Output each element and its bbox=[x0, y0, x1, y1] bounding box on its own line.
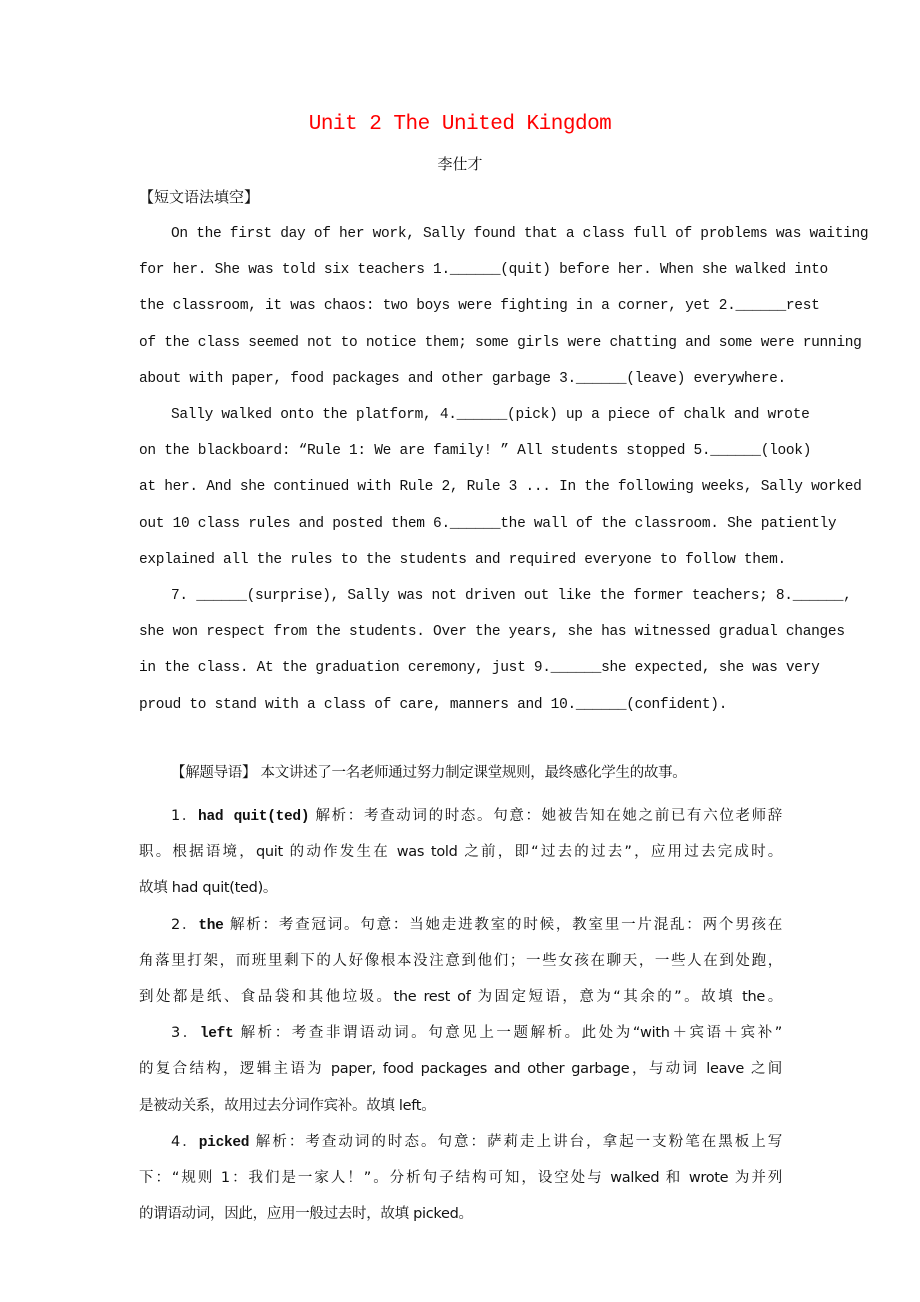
document-title: Unit 2 The United Kingdom bbox=[308, 113, 612, 136]
answer-number: 4． bbox=[171, 1133, 199, 1150]
passage-line: proud to stand with a class of care, manners and 10.______(confident). bbox=[139, 696, 728, 713]
passage-line: Sally walked onto the platform, 4.______(pick) up a piece of chalk and wrote bbox=[171, 407, 810, 423]
passage-line: on the blackboard: “Rule 1: We are family! ” All students stopped 5.______(look) bbox=[139, 443, 812, 460]
answer-line bbox=[139, 1057, 782, 1078]
answer-text: 职。根据语境，quit 的动作发生在 was told 之前，即“过去的过去”，应用过去完成时。 bbox=[139, 844, 782, 861]
answer-text: 的复合结构，逻辑主语为 paper, food packages and other garbage，与动词 leave 之间 bbox=[139, 1061, 782, 1078]
answer-text: 故填 had quit(ted)。 bbox=[139, 880, 278, 897]
answer-line bbox=[171, 913, 782, 934]
guide-text: 本文讲述了一名老师通过努力制定课堂规则，最终感化学生的故事。 bbox=[256, 765, 687, 781]
passage-line: explained all the rules to the students and required everyone to follow them. bbox=[139, 551, 786, 568]
answer-line bbox=[139, 876, 782, 897]
answer-text: 到处都是纸、食品袋和其他垃圾。the rest of 为固定短语，意为“其余的”。故填 the。 bbox=[139, 989, 782, 1005]
answer-text: 解析：考查动词的时态。句意：萨莉走上讲台，拿起一支粉笔在黑板上写 bbox=[249, 1133, 782, 1150]
answer-line bbox=[171, 1021, 782, 1042]
passage-line: at her. And she continued with Rule 2, Rule 3 ... In the following weeks, Sally worked bbox=[139, 479, 862, 496]
guide-line bbox=[171, 761, 782, 782]
answer-number: 1． bbox=[171, 808, 199, 824]
answer-number: 3． bbox=[171, 1025, 200, 1042]
answer-line bbox=[139, 1202, 782, 1223]
answer-key: the bbox=[198, 917, 224, 934]
answer-key: had quit(ted) bbox=[198, 809, 310, 825]
answer-number: 2． bbox=[171, 916, 199, 933]
answer-line bbox=[139, 949, 782, 970]
answer-text: 解析：考查动词的时态。句意：她被告知在她之前已有六位老师辞 bbox=[309, 808, 783, 824]
passage-line: in the class. At the graduation ceremony, just 9.______she expected, she was very bbox=[139, 660, 820, 677]
author-name: 李仕才 bbox=[437, 155, 483, 173]
answer-text: 角落里打架，而班里剩下的人好像根本没注意到他们；一些女孩在聊天，一些人在到处跑， bbox=[139, 952, 782, 969]
answer-key: picked bbox=[198, 1134, 250, 1151]
answer-text: 下：“规则 1：我们是一家人！”。分析句子结构可知，设空处与 walked 和 wrote 为并列 bbox=[139, 1170, 782, 1186]
answer-line bbox=[139, 985, 782, 1006]
guide-label: 【解题导语】 bbox=[171, 765, 257, 781]
answer-key: left bbox=[199, 1026, 234, 1043]
passage-line: of the class seemed not to notice them; some girls were chatting and some were running bbox=[139, 334, 862, 351]
passage-line: she won respect from the students. Over the years, she has witnessed gradual changes bbox=[139, 624, 845, 641]
section-heading: 【短文语法填空】 bbox=[139, 188, 260, 206]
answer-line bbox=[171, 1130, 782, 1151]
passage-line: the classroom, it was chaos: two boys were fighting in a corner, yet 2.______rest bbox=[139, 298, 820, 315]
passage-line: 7. ______(surprise), Sally was not driven out like the former teachers; 8.______, bbox=[171, 588, 852, 604]
passage-line: about with paper, food packages and other garbage 3.______(leave) everywhere. bbox=[139, 370, 786, 387]
answer-text: 解析：考查冠词。句意：当她走进教室的时候，教室里一片混乱：两个男孩在 bbox=[223, 916, 782, 933]
passage-line: On the first day of her work, Sally found that a class full of problems was waiting bbox=[171, 226, 869, 242]
passage-line: out 10 class rules and posted them 6.______the wall of the classroom. She patiently bbox=[139, 515, 837, 532]
answer-text: 的谓语动词，因此，应用一般过去时，故填 picked。 bbox=[139, 1206, 473, 1223]
answer-line bbox=[139, 1094, 782, 1115]
passage-line: for her. She was told six teachers 1.______(quit) before her. When she walked into bbox=[139, 262, 828, 279]
answer-line bbox=[139, 840, 782, 861]
answer-text: 是被动关系，故用过去分词作宾补。故填 left。 bbox=[139, 1097, 436, 1114]
answer-line bbox=[139, 1166, 782, 1187]
answer-text: 解析：考查非谓语动词。句意见上一题解析。此处为“with＋宾语＋宾补” bbox=[233, 1025, 782, 1042]
answer-line bbox=[171, 804, 782, 825]
